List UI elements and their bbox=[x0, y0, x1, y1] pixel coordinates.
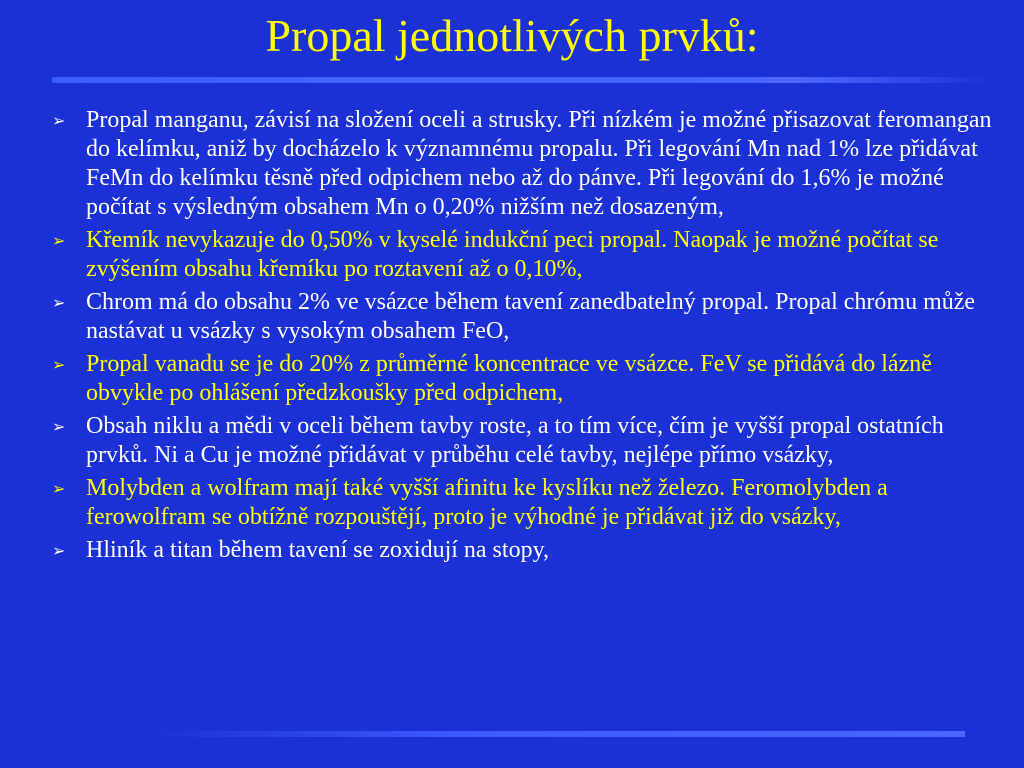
bullet-text: Obsah niklu a mědi v oceli během tavby roste, a to tím více, čím je vyšší propal ostatních prvků. Ni a Cu je možné přidávat v průběhu celé tavby, nejlépe přímo vsázky, bbox=[86, 413, 944, 468]
arrow-bullet-icon: ➢ bbox=[52, 541, 66, 560]
title-divider bbox=[52, 77, 992, 83]
arrow-bullet-icon: ➢ bbox=[52, 293, 66, 312]
bullet-item-silicon bbox=[48, 226, 998, 284]
arrow-bullet-icon: ➢ bbox=[52, 111, 66, 130]
arrow-bullet-icon: ➢ bbox=[52, 479, 66, 498]
bullet-text: Molybden a wolfram mají také vyšší afinitu ke kyslíku než železo. Feromolybden a ferowolfram se obtížně rozpouštějí, proto je výhodné je přidávat již do vsázky, bbox=[86, 475, 888, 530]
bullet-item-molybdenum-tungsten bbox=[48, 474, 998, 532]
slide-title: Propal jednotlivých prvků: bbox=[265, 10, 759, 61]
bullet-text: Hliník a titan během tavení se zoxidují na stopy, bbox=[86, 537, 550, 563]
footer-divider bbox=[150, 731, 965, 737]
bullet-item-aluminium-titanium bbox=[48, 536, 998, 565]
bullet-text: Propal manganu, závisí na složení oceli a strusky. Při nízkém je možné přisazovat feromangan do kelímku, aniž by docházelo k významnému propalu. Při legování Mn nad 1% lze přidávat FeMn do kelímku těsně před odpichem nebo až do pánve. Při legování do 1,6% je možné počítat s výsledným obsahem Mn o 0,20% nižším než dosazeným, bbox=[86, 107, 992, 220]
arrow-bullet-icon: ➢ bbox=[52, 231, 66, 250]
bullet-list bbox=[48, 106, 998, 569]
bullet-text: Křemík nevykazuje do 0,50% v kyselé indukční peci propal. Naopak je možné počítat se zvýšením obsahu křemíku po roztavení až o 0,10%, bbox=[86, 227, 939, 282]
bullet-item-vanadium bbox=[48, 350, 998, 408]
bullet-text: Propal vanadu se je do 20% z průměrné koncentrace ve vsázce. FeV se přidává do lázně obvykle po ohlášení předzkoušky před odpichem, bbox=[86, 351, 932, 406]
bullet-item-nickel-copper bbox=[48, 412, 998, 470]
arrow-bullet-icon: ➢ bbox=[52, 355, 66, 374]
arrow-bullet-icon: ➢ bbox=[52, 417, 66, 436]
bullet-item-manganese bbox=[48, 106, 998, 222]
bullet-text: Chrom má do obsahu 2% ve vsázce během tavení zanedbatelný propal. Propal chrómu může nastávat u vsázky s vysokým obsahem FeO, bbox=[86, 289, 976, 344]
bullet-item-chromium bbox=[48, 288, 998, 346]
